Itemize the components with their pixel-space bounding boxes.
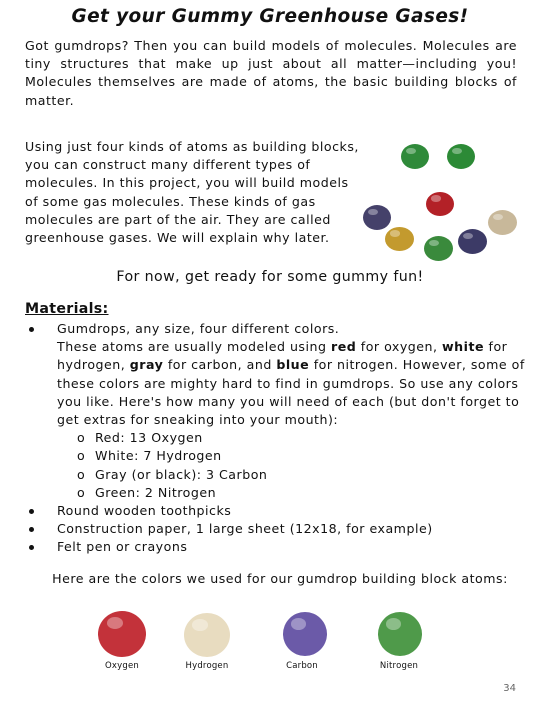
gumdrop-yellow bbox=[385, 227, 414, 251]
bullet-icon bbox=[29, 509, 34, 514]
swatch-carbon bbox=[283, 612, 327, 656]
list-item: Felt pen or crayons bbox=[25, 538, 525, 556]
gumdrop-purple-2 bbox=[458, 229, 487, 254]
list-item: Gumdrops, any size, four different colors. These atoms are usually modeled using red for oxygen, white for hydrogen, gray for carbon, and blue for nitrogen. However, some of these colors are mighty hard to find in gumdrops. So use any colors you like. Here's how many you will need of each (but don't forget to get extras for sneaking into your mouth): o Red: 13 Oxygen o White: 7 Hydrogen o Gray (or black): 3 Carbon o Green: 2 Nitrogen bbox=[25, 320, 525, 502]
color-word-gray: gray bbox=[129, 357, 164, 373]
swatch-label-hydrogen: Hydrogen bbox=[185, 661, 229, 671]
intro-paragraph: Got gumdrops? Then you can build models of molecules. Molecules are tiny structures that make up just about all matter—including you! Molecules themselves are made of atoms, the basic building blocks of matter. bbox=[25, 38, 517, 108]
swatch-caption: Here are the colors we used for our gumdrop building block atoms: bbox=[52, 571, 508, 586]
list-item: Round wooden toothpicks bbox=[25, 502, 525, 520]
list-item: o Gray (or black): 3 Carbon bbox=[77, 466, 268, 482]
list-item: o White: 7 Hydrogen bbox=[77, 448, 222, 464]
gumdrop-green-1 bbox=[401, 144, 429, 169]
gumdrop-white bbox=[488, 210, 517, 235]
bullet-icon bbox=[29, 545, 34, 550]
materials-heading: Materials: bbox=[25, 301, 109, 317]
gumdrop-green-2 bbox=[447, 144, 475, 169]
list-item: o Red: 13 Oxygen bbox=[77, 430, 203, 446]
callout-line: For now, get ready for some gummy fun! bbox=[116, 269, 424, 285]
color-word-blue: blue bbox=[276, 357, 310, 373]
gumdrop-purple-1 bbox=[363, 205, 391, 230]
swatch-nitrogen bbox=[378, 612, 422, 656]
list-item: Construction paper, 1 large sheet (12x18, for example) bbox=[25, 520, 525, 538]
gumdrop-green-3 bbox=[424, 236, 453, 261]
page-number: 34 bbox=[503, 683, 516, 694]
bullet-icon bbox=[29, 327, 34, 332]
swatch-hydrogen bbox=[184, 613, 230, 657]
swatch-label-nitrogen: Nitrogen bbox=[379, 661, 419, 671]
gumdrop-red bbox=[426, 192, 454, 216]
swatch-label-carbon: Carbon bbox=[286, 661, 318, 671]
page-title: Get your Gummy Greenhouse Gases! bbox=[71, 6, 469, 27]
color-word-white: white bbox=[442, 339, 485, 355]
swatch-label-oxygen: Oxygen bbox=[105, 661, 139, 671]
bullet-icon bbox=[29, 527, 34, 532]
color-word-red: red bbox=[330, 339, 357, 355]
atoms-paragraph: Using just four kinds of atoms as building blocks, you can construct many different types of molecules. In this project, you will build models of some gas molecules. These kinds of gas molecules are part of the air. They are called greenhouse gases. We will explain why later. bbox=[25, 139, 359, 246]
gumdrop-count-list bbox=[57, 429, 525, 502]
materials-list bbox=[25, 320, 525, 557]
swatch-oxygen bbox=[98, 611, 146, 657]
list-item: o Green: 2 Nitrogen bbox=[77, 484, 217, 500]
